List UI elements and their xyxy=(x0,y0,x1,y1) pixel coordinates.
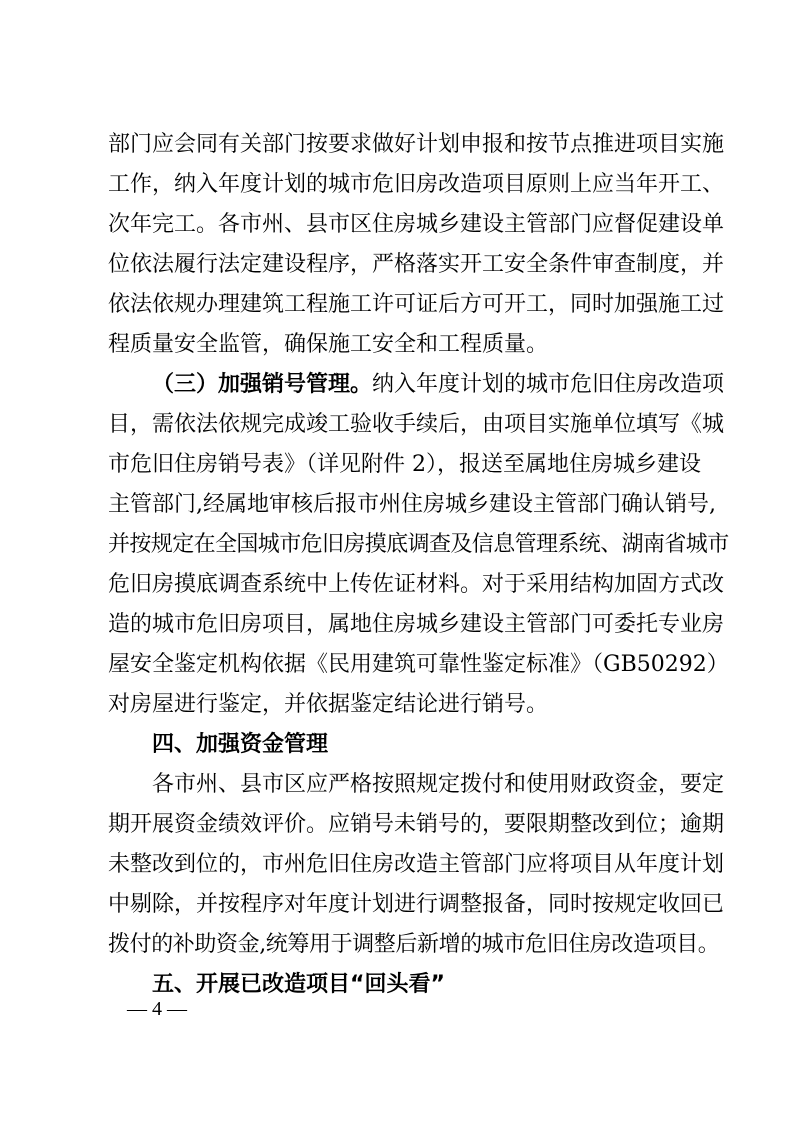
paragraph-line: 未整改到位的，市州危旧住房改造主管部门应将项目从年度计划 xyxy=(108,852,725,877)
paragraph-line: 位依法履行法定建设程序，严格落实开工安全条件审查制度，并 xyxy=(108,252,725,277)
paragraph-line: 中剔除，并按程序对年度计划进行调整报备，同时按规定收回已 xyxy=(108,892,725,917)
paragraph-line: 目，需依法依规完成竣工验收手续后，由项目实施单位填写《城 xyxy=(108,412,725,437)
paragraph-line: 造的城市危旧房项目，属地住房城乡建设主管部门可委托专业房 xyxy=(108,612,725,637)
paragraph-line: 对房屋进行鉴定，并依据鉴定结论进行销号。 xyxy=(108,692,549,717)
paragraph-line: 次年完工。各市州、县市区住房城乡建设主管部门应督促建设单 xyxy=(108,212,725,237)
paragraph-line: 屋安全鉴定机构依据《民用建筑可靠性鉴定标准》（GB50292） xyxy=(108,652,729,677)
paragraph-line: 市危旧住房销号表》（详见附件 2），报送至属地住房城乡建设 xyxy=(108,452,701,477)
section-3-title: （三）加强销号管理。 xyxy=(152,371,373,397)
paragraph-line: 依法依规办理建筑工程施工许可证后方可开工，同时加强施工过 xyxy=(108,292,725,317)
paragraph-line: 部门应会同有关部门按要求做好计划申报和按节点推进项目实施 xyxy=(108,132,725,157)
section-5-heading: 五、开展已改造项目“回头看” xyxy=(152,972,445,997)
paragraph-line: 并按规定在全国城市危旧房摸底调查及信息管理系统、湖南省城市 xyxy=(108,532,729,557)
paragraph-line: 期开展资金绩效评价。应销号未销号的，要限期整改到位；逾期 xyxy=(108,812,725,837)
paragraph-line: 拨付的补助资金,统筹用于调整后新增的城市危旧住房改造项目。 xyxy=(108,932,720,957)
section-3-text: 纳入年度计划的城市危旧住房改造项 xyxy=(372,372,725,397)
paragraph-line: 程质量安全监管，确保施工安全和工程质量。 xyxy=(108,332,549,357)
page-number: — 4 — xyxy=(127,998,187,1020)
paragraph-line: 主管部门,经属地审核后报市州住房城乡建设主管部门确认销号, xyxy=(108,492,716,517)
paragraph-line: 危旧房摸底调查系统中上传佐证材料。对于采用结构加固方式改 xyxy=(108,572,725,597)
paragraph-line: 各市州、县市区应严格按照规定拨付和使用财政资金，要定 xyxy=(152,772,725,797)
section-3-first-line xyxy=(152,368,725,401)
section-4-heading: 四、加强资金管理 xyxy=(152,732,329,757)
paragraph-line: 工作，纳入年度计划的城市危旧房改造项目原则上应当年开工、 xyxy=(108,172,725,197)
